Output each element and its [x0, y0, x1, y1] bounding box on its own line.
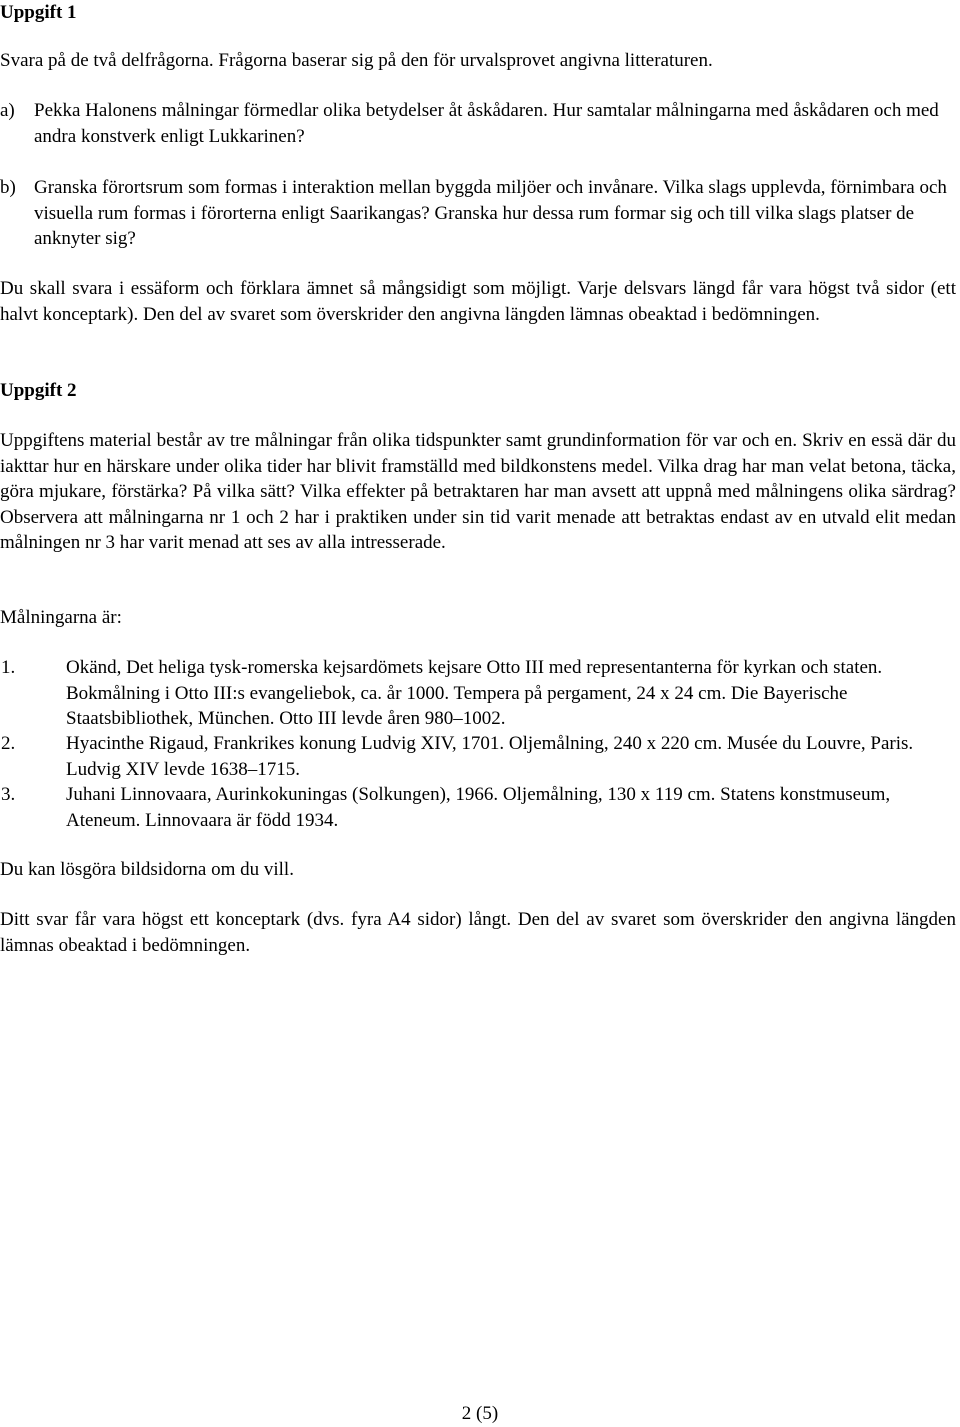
task1-intro: Svara på de två delfrågorna. Frågorna baserar sig på den för urvalsprovet angivna litteraturen. [0, 50, 713, 71]
detach-note: Du kan lösgöra bildsidorna om du vill. [0, 859, 294, 880]
painting-number: 2. [1, 733, 16, 754]
question-label: b) [0, 177, 16, 198]
task2-intro: Uppgiftens material består av tre målningar från olika tidspunkter samt grundinformation för var och en. Skriv en essä där du iakttar hur en härskare under olika tider har blivit framställd med bildkonstens medel. Vilka drag har man velat betona, täcka, göra mjukare, förstärka? På vilka sätt? Vilka effekter på betraktaren har man avsett att uppnå med målningens olika särdrag? Observera att målningarna nr 1 och 2 har i praktiken under sin tid varit menade att betraktas endast av en utvald elit medan målningen nr 3 har varit menad att ses av alla intresserade. [0, 430, 956, 553]
question-label: a) [0, 100, 15, 121]
length-rule: Ditt svar får vara högst ett konceptark (dvs. fyra A4 sidor) långt. Den del av svaret som överskrider den angivna längden lämnas obeaktad i bedömningen. [0, 909, 956, 956]
task1-heading: Uppgift 1 [0, 2, 77, 23]
page-number: 2 (5) [461, 1403, 499, 1424]
painting-description: Okänd, Det heliga tysk-romerska kejsardömets kejsare Otto III med representanterna för kyrkan och staten. Bokmålning i Otto III:s evangeliebok, ca. år 1000. Tempera på pergament, 24 x 24 cm. Die Bayerische Staatsbibliothek, München. Otto III levde åren 980–1002. [66, 657, 883, 729]
painting-number: 3. [1, 784, 16, 805]
question-text: Granska förortsrum som formas i interaktion mellan byggda miljöer och invånare. Vilka slags upplevda, förnimbara och visuella rum formas i förorterna enligt Saarikangas? Granska hur dessa rum formar sig och till vilka slags platser de anknyter sig? [34, 177, 947, 249]
task1-instructions: Du skall svara i essäform och förklara ämnet så mångsidigt som möjligt. Varje delsvars längd får vara högst två sidor (ett halvt konceptark). Den del av svaret som överskrider den angivna längden lämnas obeaktad i bedömningen. [0, 278, 956, 325]
paintings-list-title: Målningarna är: [0, 607, 122, 628]
painting-description: Hyacinthe Rigaud, Frankrikes konung Ludvig XIV, 1701. Oljemålning, 240 x 220 cm. Musée du Louvre, Paris. Ludvig XIV levde 1638–1715. [66, 733, 914, 780]
painting-description: Juhani Linnovaara, Aurinkokuningas (Solkungen), 1966. Oljemålning, 130 x 119 cm. Statens konstmuseum, Ateneum. Linnovaara är född 1934. [66, 784, 891, 831]
task2-heading: Uppgift 2 [0, 380, 77, 401]
question-text: Pekka Halonens målningar förmedlar olika betydelser åt åskådaren. Hur samtalar målningarna med åskådaren och med andra konstverk enligt Lukkarinen? [34, 100, 939, 147]
painting-number: 1. [1, 657, 16, 678]
